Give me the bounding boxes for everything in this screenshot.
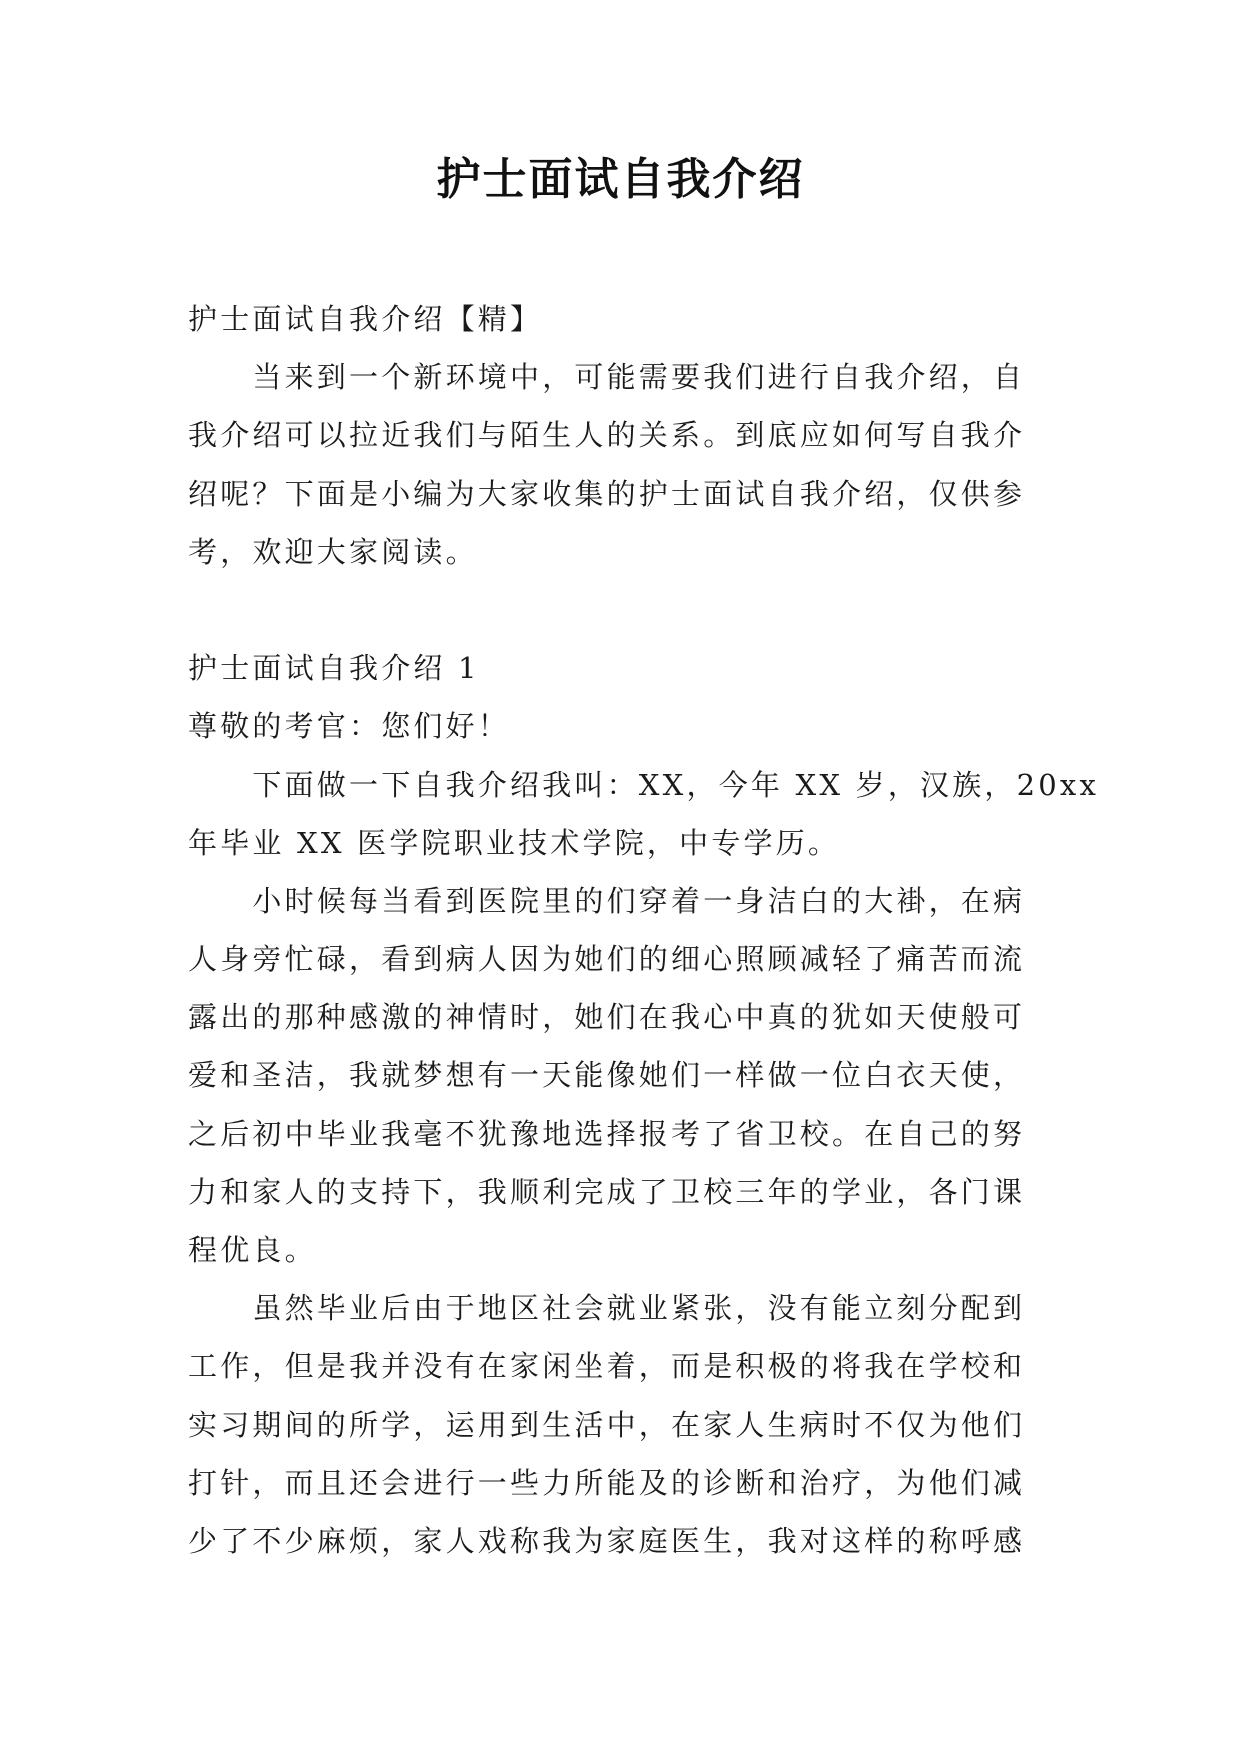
text-line: 之后初中毕业我毫不犹豫地选择报考了省卫校。在自己的努 [188, 1116, 1026, 1151]
text-line: 少了不少麻烦，家人戏称我为家庭医生，我对这样的称呼感 [188, 1523, 1026, 1558]
text-line: 考，欢迎大家阅读。 [188, 534, 478, 569]
text-line: 尊敬的考官：您们好！ [188, 709, 511, 744]
text-line: 小时候每当看到医院里的们穿着一身洁白的大褂，在病 [188, 883, 1026, 918]
text-line: 实习期间的所学，运用到生活中，在家人生病时不仅为他们 [188, 1407, 1026, 1442]
text-line: 下面做一下自我介绍我叫：XX，今年 XX 岁，汉族，20xx [188, 767, 1100, 802]
text-line: 力和家人的支持下，我顺利完成了卫校三年的学业，各门课 [188, 1174, 1026, 1209]
document-title: 护士面试自我介绍 [436, 154, 805, 205]
text-line: 露出的那种感激的神情时，她们在我心中真的犹如天使般可 [188, 1000, 1026, 1035]
text-line: 当来到一个新环境中，可能需要我们进行自我介绍，自 [188, 360, 1026, 395]
document-body [188, 290, 1100, 1570]
text-line: 我介绍可以拉近我们与陌生人的关系。到底应如何写自我介 [188, 418, 1026, 453]
text-line: 爱和圣洁，我就梦想有一天能像她们一样做一位白衣天使， [188, 1058, 1026, 1093]
paragraph-spacer [188, 581, 1056, 639]
text-line: 护士面试自我介绍 1 [188, 651, 480, 686]
text-line: 绍呢？下面是小编为大家收集的护士面试自我介绍，仅供参 [188, 476, 1026, 511]
text-line: 工作，但是我并没有在家闲坐着，而是积极的将我在学校和 [188, 1349, 1026, 1384]
text-line: 程优良。 [188, 1233, 317, 1267]
text-line: 人身旁忙碌，看到病人因为她们的细心照顾减轻了痛苦而流 [188, 942, 1026, 977]
text-line: 年毕业 XX 医学院职业技术学院，中专学历。 [188, 825, 841, 860]
text-line: 护士面试自我介绍【精】 [188, 302, 543, 336]
text-line: 打针，而且还会进行一些力所能及的诊断和治疗，为他们减 [188, 1465, 1026, 1500]
text-line: 虽然毕业后由于地区社会就业紧张，没有能立刻分配到 [188, 1291, 1026, 1326]
